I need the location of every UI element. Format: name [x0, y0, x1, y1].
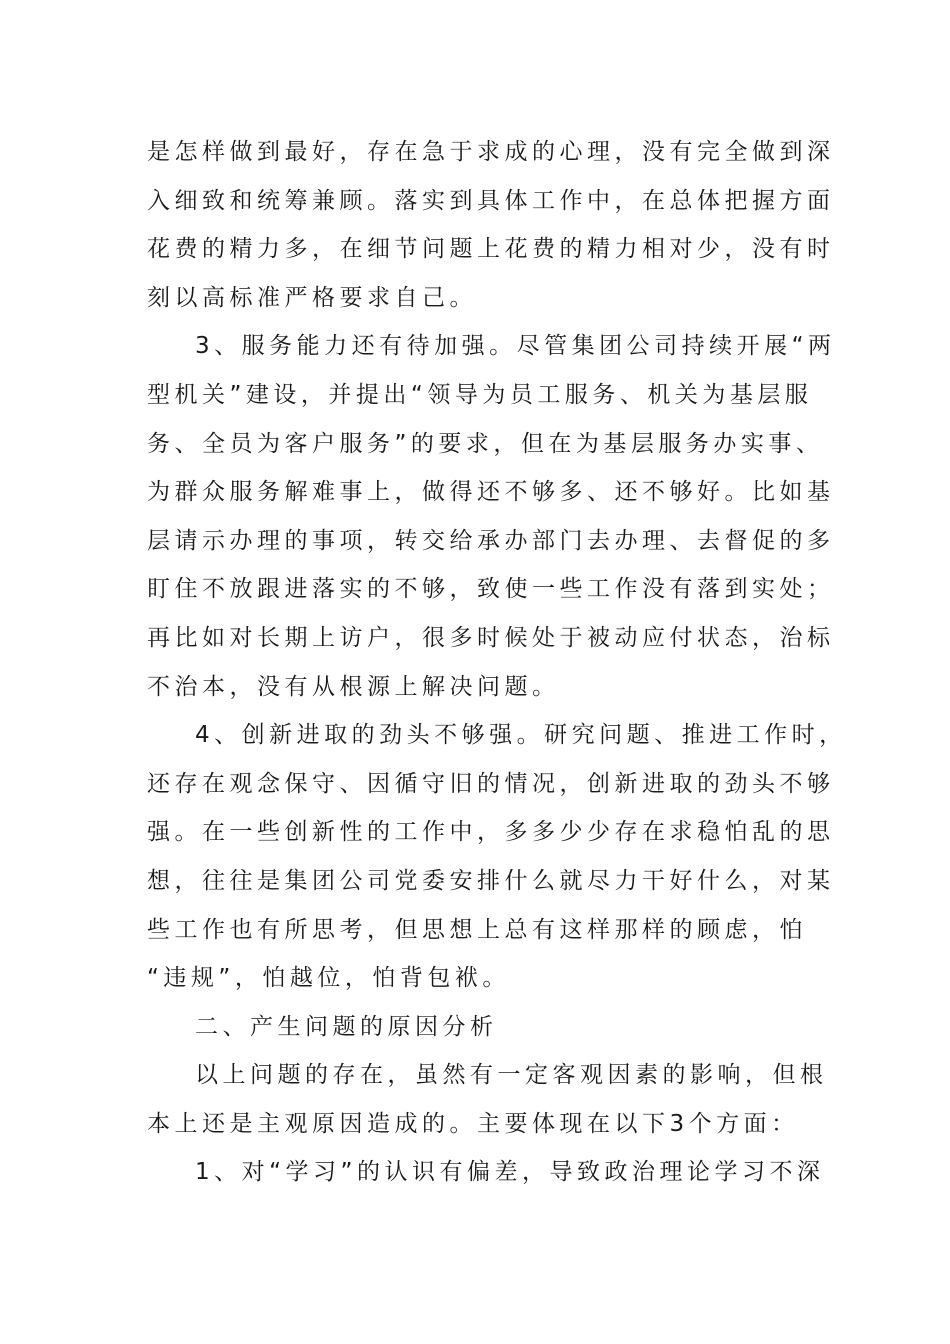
text-line: 些工作也有所思考，但思想上总有这样那样的顾虑，怕	[147, 916, 807, 943]
text-line: 3、服务能力还有待加强。尽管集团公司持续开展“两	[195, 333, 836, 360]
text-line: 为群众服务解难事上，做得还不够多、还不够好。比如基	[147, 479, 835, 506]
text-line: 花费的精力多，在细节问题上花费的精力相对少，没有时	[147, 236, 835, 263]
text-line: 二、产生问题的原因分析	[195, 1013, 498, 1040]
text-line: 不治本，没有从根源上解决问题。	[147, 673, 560, 700]
document-body	[147, 128, 847, 1197]
text-line: 再比如对长期上访户，很多时候处于被动应付状态，治标	[147, 624, 835, 651]
text-line: 入细致和统筹兼顾。落实到具体工作中，在总体把握方面	[147, 187, 835, 214]
text-line: 务、全员为客户服务”的要求，但在为基层服务办实事、	[147, 430, 824, 457]
text-line: 本上还是主观原因造成的。主要体现在以下3个方面：	[147, 1110, 799, 1137]
text-line: 还存在观念保守、因循守旧的情况，创新进取的劲头不够	[147, 770, 835, 797]
text-line: 强。在一些创新性的工作中，多多少少存在求稳怕乱的思	[147, 819, 835, 846]
text-line: “违规”，怕越位，怕背包袱。	[147, 965, 510, 992]
text-line: 刻以高标准严格要求自己。	[147, 284, 477, 311]
text-line: 1、对“学习”的认识有偏差，导致政治理论学习不深	[195, 1159, 825, 1186]
text-line: 层请示办理的事项，转交给承办部门去办理、去督促的多	[147, 527, 835, 554]
text-line: 以上问题的存在，虽然有一定客观因素的影响，但根	[195, 1062, 828, 1089]
text-line: 盯住不放跟进落实的不够，致使一些工作没有落到实处；	[147, 576, 835, 603]
text-line: 想，往往是集团公司党委安排什么就尽力干好什么，对某	[147, 867, 835, 894]
text-line: 型机关”建设，并提出“领导为员工服务、机关为基层服	[147, 381, 813, 408]
text-line: 是怎样做到最好，存在急于求成的心理，没有完全做到深	[147, 139, 835, 165]
text-line: 4、创新进取的劲头不够强。研究问题、推进工作时，	[195, 722, 847, 749]
